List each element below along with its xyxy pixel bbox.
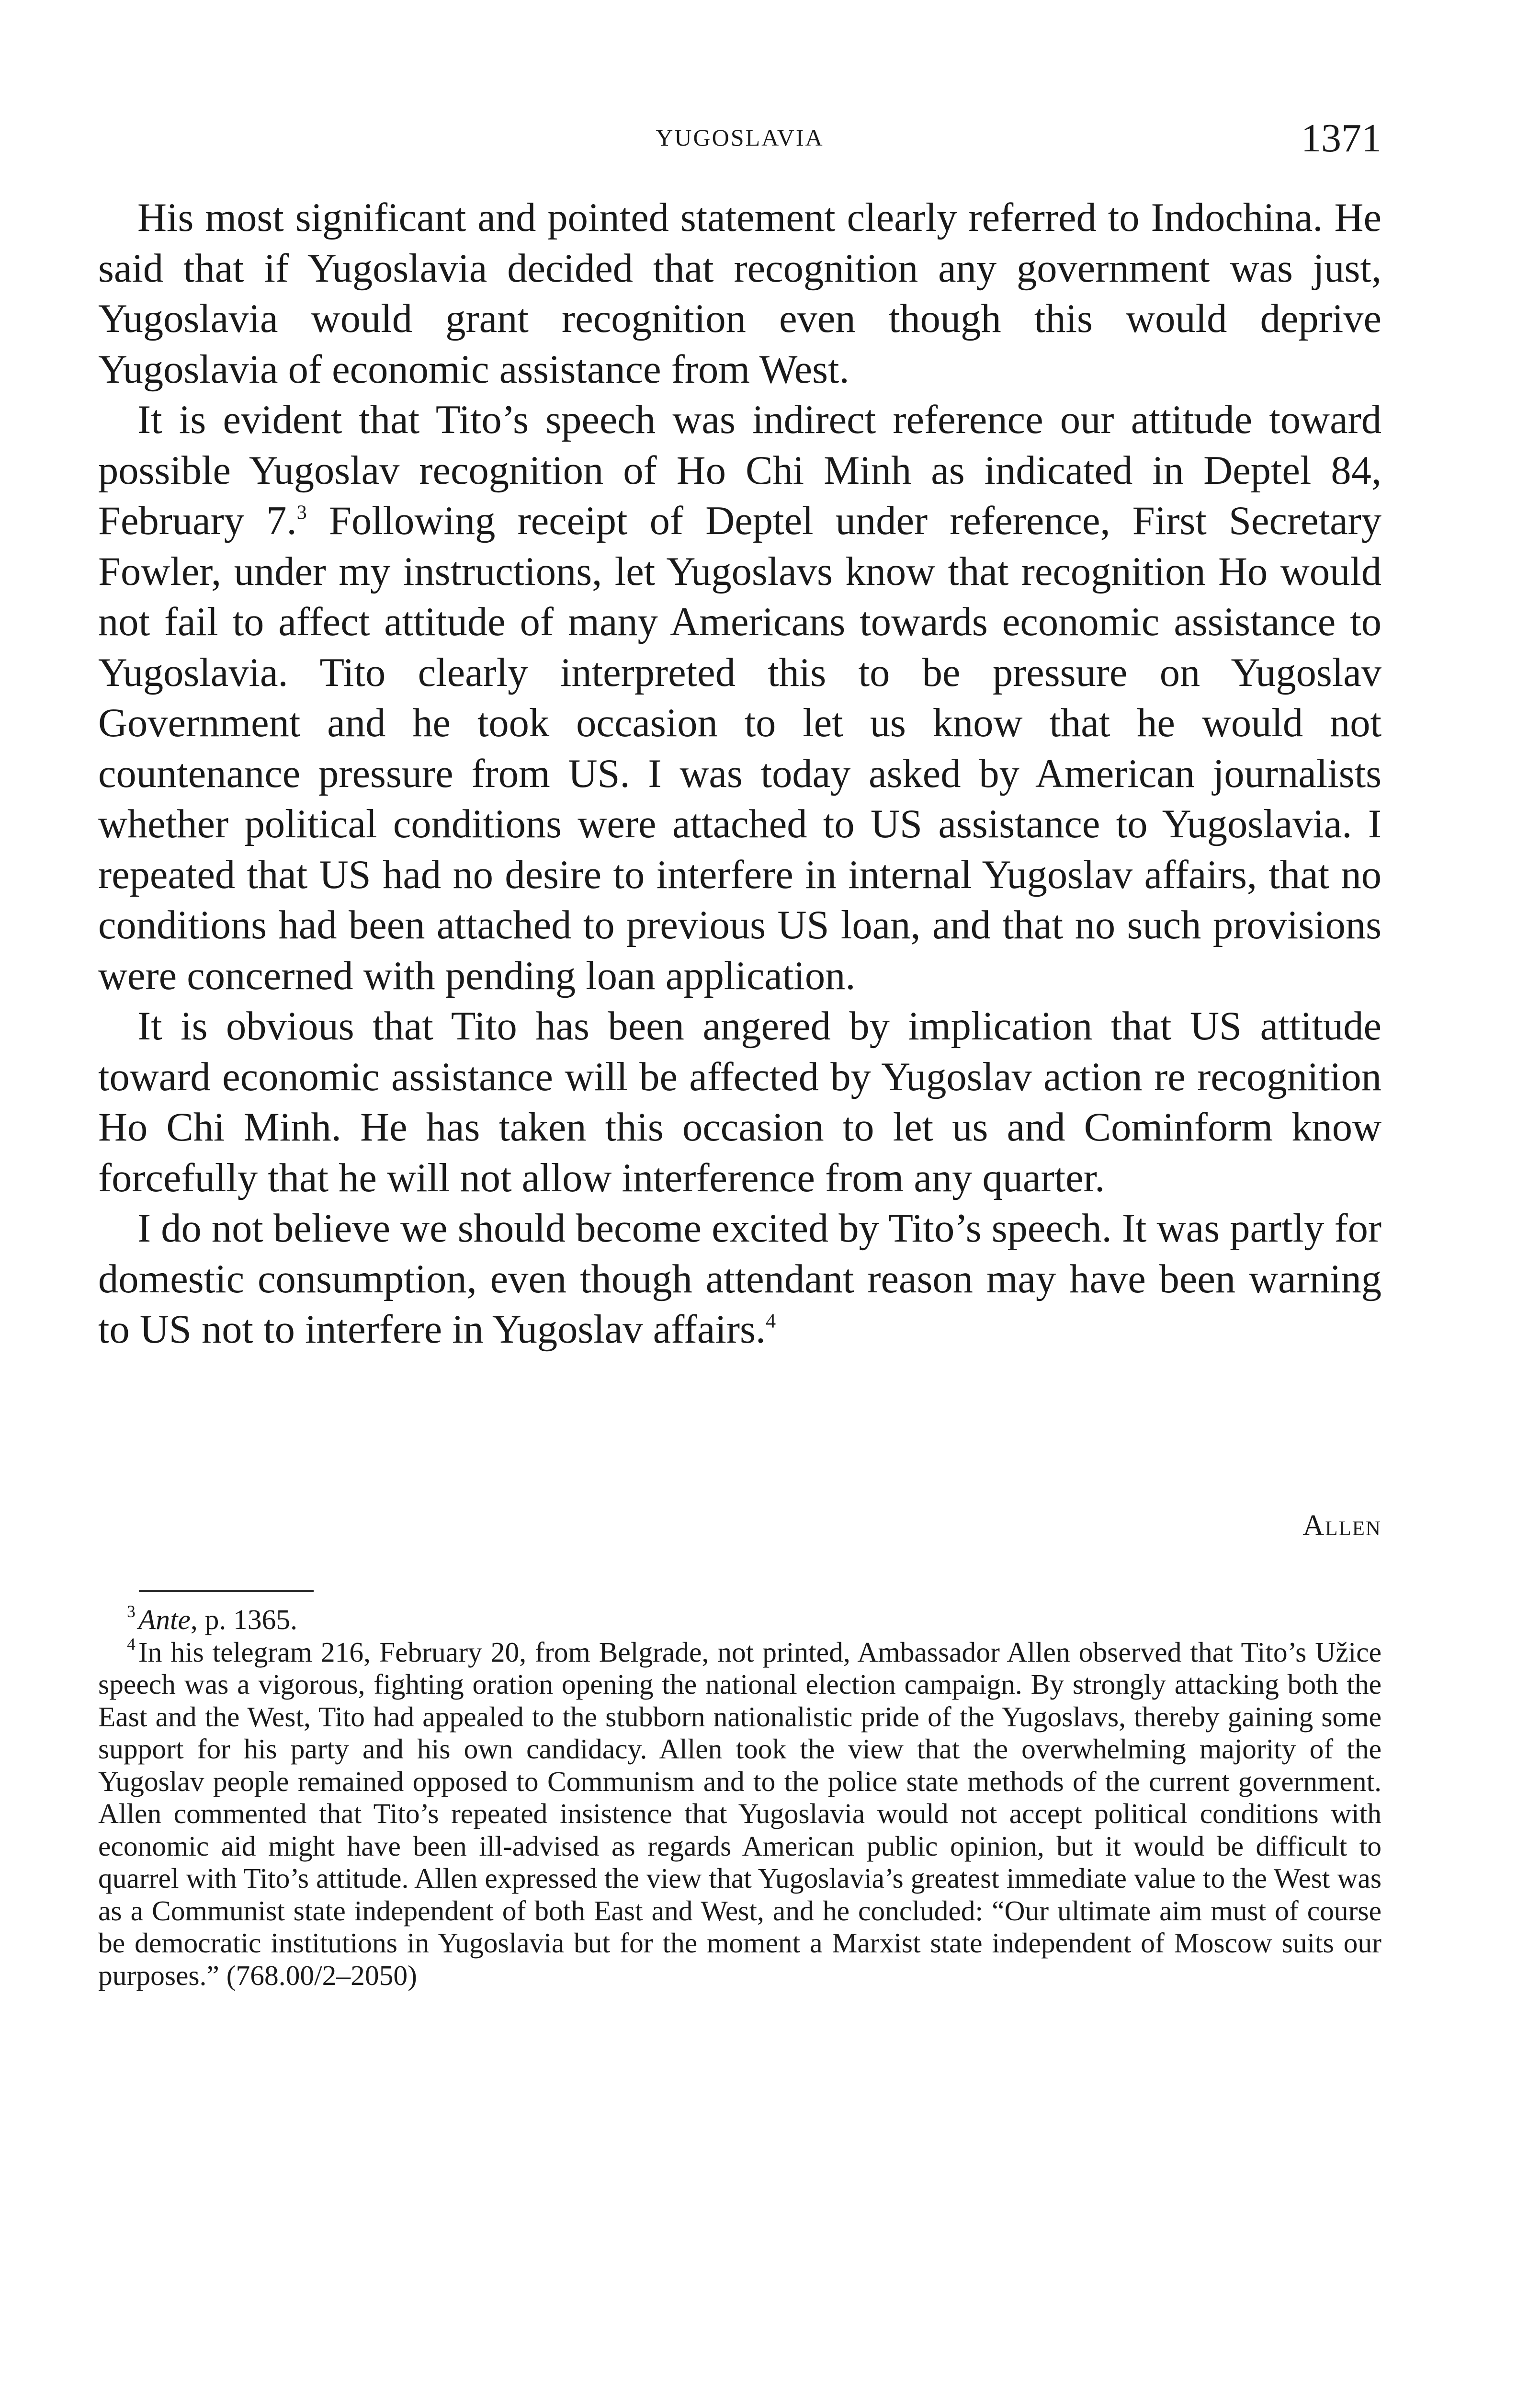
paragraph-2-text-b: Following receipt of Deptel under reference, First Secretary Fowler, under my instructions, let Yugoslavs know that recognition Ho would not fail to affect attitude of many Americans towards economic assistance to Yugoslavia. Tito clearly interpreted this to be pressure on Yugoslav Government and he took occasion to let us know that he would not countenance pressure from US. I was today asked by American journalists whether political conditions were attached to US assistance to Yugoslavia. I repeated that US had no desire to interfere in internal Yugoslav affairs, that no conditions had been attached to previous US loan, and that no such provisions were concerned with pending loan application. bbox=[98, 499, 1381, 998]
footnotes bbox=[98, 1604, 1381, 1992]
body-text bbox=[98, 193, 1381, 1355]
footnote-3-lead: Ante bbox=[138, 1604, 191, 1635]
paragraph-2 bbox=[98, 395, 1381, 1001]
footnote-4-text: In his telegram 216, February 20, from Belgrade, not printed, Ambassador Allen observed that Tito’s Užice speech was a vigorous, fighting oration opening the national election campaign. By strongly attacking both the East and the West, Tito had appealed to the stubborn nationalistic pride of the Yugoslavs, thereby gaining some support for his party and his own candidacy. Allen took the view that the overwhelming majority of the Yugoslav people remained opposed to Communism and to the police state methods of the current government. Allen commented that Tito’s repeated insistence that Yugoslavia would not accept political conditions with economic aid might have been ill-advised as regards American public opinion, but it would be difficult to quarrel with Tito’s attitude. Allen expressed the view that Yugoslavia’s greatest immediate value to the West was as a Communist state independent of both East and West, and he concluded: “Our ultimate aim must of course be democratic institutions in Yugoslavia but for the moment a Marxist state independent of Moscow suits our purposes.” (768.00/2–2050) bbox=[98, 1636, 1381, 1991]
footnote-rule bbox=[139, 1590, 314, 1592]
signature: Allen bbox=[1302, 1509, 1381, 1542]
footnote-3-text: , p. 1365. bbox=[190, 1604, 298, 1635]
footnote-4 bbox=[98, 1636, 1381, 1992]
paragraph-4-text: I do not believe we should become excited by Tito’s speech. It was partly for domestic consumption, even though attendant reason may have been warning to US not to interfere in Yugoslav affairs. bbox=[98, 1206, 1381, 1352]
footnote-ref-3[interactable]: 3 bbox=[296, 501, 307, 524]
running-header bbox=[98, 115, 1381, 168]
paragraph-3 bbox=[98, 1001, 1381, 1203]
paragraph-1-text: His most significant and pointed statement clearly referred to Indochina. He said that if Yugoslavia decided that recognition any government was just, Yugoslavia would grant recognition even though this would deprive Yugoslavia of economic assistance from West. bbox=[98, 195, 1381, 392]
paragraph-3-text: It is obvious that Tito has been angered by implication that US attitude toward economic assistance will be affected by Yugoslav action re recognition Ho Chi Minh. He has taken this occasion to let us and Cominform know forcefully that he will not allow interference from any quarter. bbox=[98, 1004, 1381, 1200]
paragraph-4 bbox=[98, 1203, 1381, 1355]
running-title: YUGOSLAVIA bbox=[656, 124, 824, 151]
footnote-3 bbox=[98, 1604, 1381, 1636]
paragraph-1 bbox=[98, 193, 1381, 395]
footnote-4-marker: 4 bbox=[127, 1634, 136, 1654]
footnote-ref-4[interactable]: 4 bbox=[765, 1310, 776, 1333]
paragraph-2-text-a: It is evident that Tito’s speech was indirect reference our attitude toward possible Yugoslav recognition of Ho Chi Minh as indicated in Deptel 84, February 7. bbox=[98, 398, 1381, 543]
footnote-3-marker: 3 bbox=[127, 1602, 136, 1621]
page-number: 1371 bbox=[1301, 116, 1381, 160]
